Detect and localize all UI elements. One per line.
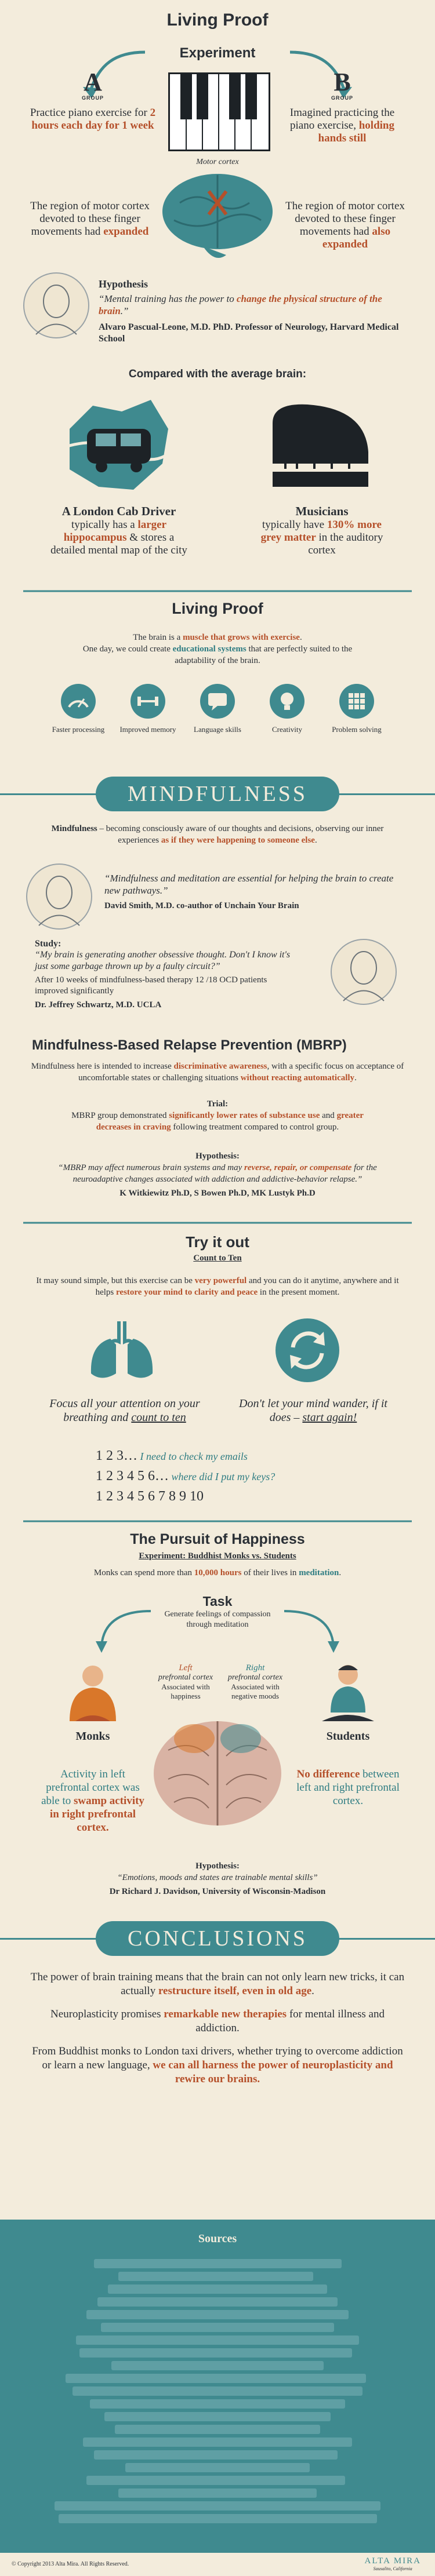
tryit-right-em: start again! [302, 1411, 357, 1424]
left-pfc-c: Associated with happiness [161, 1682, 210, 1700]
mbrp-hyp-em: reverse, repair, or compensate [244, 1163, 352, 1172]
puzzle-cube-icon [339, 684, 374, 719]
task-heading: Task [202, 1594, 233, 1609]
monk-icon [58, 1657, 128, 1727]
monks-result-em: swamp activity in right prefrontal cortex. [49, 1795, 144, 1834]
tryit-text2: and you can do it anytime, anywhere and it helps [95, 1276, 399, 1297]
mbrp-trial [64, 1098, 371, 1133]
motor-cortex-text: Motor cortex [196, 158, 239, 166]
lungs-icon [84, 1316, 160, 1385]
living2-line2-end: that are perfectly suited to the adaptability of the brain. [175, 644, 353, 665]
benefit-label: Improved memory [119, 725, 176, 734]
students-label-section [307, 1730, 389, 1743]
monks-result [41, 1768, 145, 1834]
hypothesis-1-author: Alvaro Pascual-Leone, M.D. PhD. Professor of Neurology, Harvard Medical School [99, 322, 399, 344]
tryit-em1: very powerful [194, 1276, 247, 1285]
source-entry [79, 2348, 352, 2358]
conclusions-p1-text: The power of brain training means that the brain can not only learn new tricks, it can actually [30, 1971, 405, 1997]
tryit-title: Try it out [186, 1233, 249, 1251]
person-portrait-icon [27, 865, 91, 928]
mindfulness-banner-text: MINDFULNESS [96, 777, 339, 811]
happiness-hyp-author: Dr Richard J. Davidson, University of Wisconsin-Madison [109, 1887, 326, 1896]
mindfulness-quote-author: David Smith, M.D. co-author of Unchain Your Brain [104, 901, 299, 910]
musician-text1: typically have [262, 519, 327, 531]
monks-label-section [52, 1730, 133, 1743]
living-proof-2-title-section [0, 600, 435, 618]
count-line-1-note: I need to check my emails [137, 1451, 248, 1462]
mbrp-hypothesis [41, 1150, 394, 1199]
mbrp-intro-em1: discriminative awareness [173, 1062, 267, 1071]
source-entry [111, 2361, 324, 2370]
source-entry [76, 2335, 359, 2345]
tryit-left-caption [41, 1397, 209, 1424]
source-entry [97, 2297, 338, 2307]
conclusions-p2-text: Neuroplasticity promises [50, 2008, 164, 2020]
tryit-text [35, 1275, 400, 1298]
person-portrait-icon [24, 274, 88, 337]
source-entry [101, 2323, 335, 2332]
mbrp-intro-em2: without reacting automatically [240, 1073, 355, 1083]
source-entry [115, 2425, 320, 2434]
happiness-hypothesis [41, 1860, 394, 1897]
living2-line2-em: educational systems [172, 644, 246, 654]
students-result-em: No difference [296, 1768, 360, 1780]
group-b-desc [278, 107, 406, 145]
group-a-desc [29, 107, 157, 132]
group-a-desc-em: 2 hours each day for 1 week [31, 107, 156, 132]
piano-keys-icon [170, 74, 269, 150]
cab-driver-title: A London Cab Driver [61, 504, 176, 518]
alta-mira-logo [364, 2556, 421, 2571]
tryit-text1: It may sound simple, but this exercise can be [36, 1276, 195, 1285]
source-entry [108, 2284, 327, 2294]
living2-line1-text: The brain is a [133, 633, 183, 642]
copyright-text: © Copyright 2013 Alta Mira. All Rights Reserved. [12, 2561, 129, 2567]
conclusions-banner-text: CONCLUSIONS [96, 1921, 339, 1956]
restart-cycle-icon [273, 1316, 342, 1385]
monks-label: Monks [75, 1730, 110, 1743]
dumbbell-icon [130, 684, 165, 719]
living2-line1-end: . [299, 633, 302, 642]
mindfulness-definition [46, 823, 389, 846]
cab-driver-text2: & stores a detailed mental map of the city [50, 531, 187, 556]
mbrp-hyp-end: for the neuroadaptive changes associated with addiction and addictive-behavior relapse.” [72, 1163, 377, 1184]
happiness-hyp-heading: Hypothesis: [195, 1861, 240, 1871]
conclusions-p3-text: From Buddhist monks to London taxi drivers, whether trying to overcome addiction or learn a new language, [32, 2045, 403, 2071]
brain-illustration [157, 168, 278, 267]
group-a-desc-text: Practice piano exercise for [30, 107, 150, 119]
lightbulb-icon [270, 684, 304, 719]
mbrp-intro [23, 1061, 412, 1084]
london-map-illustration [52, 394, 180, 498]
tryit-left-text: Focus all your attention on your breathing and [49, 1397, 200, 1424]
happiness-subtitle: Experiment: Buddhist Monks vs. Students [139, 1551, 296, 1561]
mbrp-trial-text1: MBRP group demonstrated [71, 1111, 169, 1120]
speech-bubble-icon [200, 684, 235, 719]
hypothesis-1-quote-em: change the physical structure of the brain [99, 293, 382, 316]
mbrp-intro-end: . [354, 1073, 357, 1083]
living2-line2-text: One day, we could create [82, 644, 173, 654]
sources-list [41, 2256, 394, 2523]
hypothesis-1 [99, 278, 412, 345]
sources-heading: Sources [198, 2232, 237, 2245]
right-pfc-b: prefrontal cortex [227, 1673, 283, 1682]
tryit-em2: restore your mind to clarity and peace [116, 1288, 258, 1297]
brand-location: Sausalito, California [373, 2566, 412, 2571]
hypothesis-1-quote [99, 293, 412, 317]
mindfulness-def-bold: Mindfulness [51, 824, 97, 833]
compare-heading-section [0, 368, 435, 381]
source-entry [59, 2514, 377, 2523]
study-quote: “My brain is generating another obsessive thought. Don't I know it's just some garbage thrown up by a faulty circuit?” [35, 950, 291, 971]
count-line-2: 1 2 3 4 5 6… [96, 1469, 169, 1484]
portrait-pascual-leone [23, 272, 89, 338]
conclusions-banner [0, 1921, 435, 1956]
group-b-letter: B [334, 68, 351, 96]
group-a-result-em: expanded [103, 225, 149, 238]
count-line-1: 1 2 3… [96, 1448, 137, 1463]
benefit-label: Language skills [194, 725, 241, 734]
source-entry [86, 2310, 348, 2319]
mbrp-title: Mindfulness-Based Relapse Prevention (MBRP) [32, 1037, 347, 1053]
musician-title: Musicians [295, 504, 349, 518]
living2-line1-em: muscle that grows with exercise [183, 633, 300, 642]
right-pfc-label [223, 1663, 287, 1701]
musician-fact [255, 504, 389, 557]
hypothesis-1-quote-text: “Mental training has the power to [99, 293, 237, 304]
ocd-study [35, 939, 302, 1010]
copyright-bar [0, 2553, 435, 2576]
mindfulness-def-text: – becoming consciously aware of our thoughts and decisions, observing our inner experiences [97, 824, 384, 845]
left-pfc-label [157, 1663, 215, 1701]
student-icon [313, 1657, 383, 1727]
person-portrait-icon [332, 940, 396, 1004]
mbrp-trial-heading: Trial: [206, 1099, 229, 1109]
portrait-jeffrey-schwartz [331, 939, 397, 1005]
hypothesis-1-heading: Hypothesis [99, 278, 148, 290]
living-proof-2-text [64, 632, 371, 666]
conclusions-p1-end: . [311, 1985, 314, 1997]
group-b-result-em: also expanded [322, 225, 391, 250]
happiness-line-text2: of their lives in [241, 1568, 299, 1577]
count-line-2-note: where did I put my keys? [169, 1471, 276, 1482]
conclusions-p3-em: we can all harness the power of neuroplasticity and rewire our brains. [153, 2059, 393, 2085]
left-pfc-b: prefrontal cortex [158, 1673, 213, 1682]
group-b-desc-text: Imagined practicing the piano exercise, [289, 107, 395, 132]
grand-piano-icon [273, 405, 368, 487]
right-pfc-c: Associated with negative moods [231, 1682, 280, 1700]
source-entry [55, 2501, 380, 2511]
source-entry [125, 2463, 309, 2472]
study-result: After 10 weeks of mindfulness-based therapy 12 /18 OCD patients improved significantly [35, 975, 267, 996]
group-b [278, 70, 406, 145]
tryit-left-em: count to ten [131, 1411, 186, 1424]
students-result-text: between left and right prefrontal cortex. [296, 1768, 400, 1807]
group-a-sub: GROUP [81, 95, 104, 101]
musician-em: 130% more grey matter [260, 519, 382, 544]
cab-driver-text1: typically has a [71, 519, 138, 531]
cab-driver-em: larger hippocampus [63, 519, 167, 544]
mindfulness-def-end: . [314, 836, 317, 845]
mbrp-intro-text: Mindfulness here is intended to increase [31, 1062, 174, 1071]
tryit-right-caption [232, 1397, 394, 1424]
compare-heading: Compared with the average brain: [128, 368, 307, 380]
source-entry [118, 2272, 313, 2281]
source-entry [94, 2259, 342, 2268]
brand-name: ALTA MIRA [364, 2556, 421, 2566]
conclusions-p1-em: restructure itself, even in old age [158, 1985, 312, 1997]
source-entry [72, 2386, 362, 2396]
happiness-hyp-quote: “Emotions, moods and states are trainable mental skills” [117, 1873, 318, 1882]
brain-top-view-illustration [145, 1715, 290, 1831]
source-entry [83, 2437, 352, 2447]
task-text: Generate feelings of compassion through meditation [164, 1610, 271, 1629]
benefit-label: Faster processing [52, 725, 105, 734]
mbrp-hyp-heading: Hypothesis: [195, 1152, 240, 1161]
portrait-david-smith [26, 863, 92, 930]
group-a [29, 70, 157, 132]
group-b-sub: GROUP [331, 95, 353, 101]
group-a-result-text: The region of motor cortex devoted to these finger movements had [30, 200, 150, 238]
page-title-section [0, 10, 435, 30]
experiment-label: Experiment [179, 45, 256, 61]
mbrp-hyp-author: K Witkiewitz Ph.D, S Bowen Ph.D, MK Lustyk Ph.D [119, 1189, 316, 1198]
mbrp-trial-text2: and [320, 1111, 337, 1120]
right-pfc-a: Right [245, 1663, 265, 1673]
mindfulness-def-em: as if they were happening to someone else [161, 836, 315, 845]
sources-footer [0, 2220, 435, 2576]
group-a-letter: A [84, 68, 102, 96]
monks-result-text: Activity in left prefrontal cortex was able to [41, 1768, 140, 1807]
mbrp-intro-mid: , with a specific focus on acceptance of uncomfortable states or challenging situations [78, 1062, 404, 1083]
cab-driver-fact [46, 504, 191, 557]
piano-illustration [261, 400, 377, 498]
happiness-line-end: . [339, 1568, 342, 1577]
group-a-result [23, 200, 157, 238]
group-b-desc-em: holding hands still [318, 119, 394, 144]
mbrp-hyp-text: “MBRP may affect numerous brain systems and may [58, 1163, 245, 1172]
students-result [296, 1768, 400, 1808]
happiness-line-text1: Monks can spend more than [93, 1568, 194, 1577]
conclusions-p2-end: for mental illness and addiction. [195, 2008, 385, 2034]
mindfulness-quote: “Mindfulness and meditation are essential for helping the brain to create new pathways.” [104, 873, 394, 896]
left-pfc-a: Left [179, 1663, 193, 1673]
count-line-3: 1 2 3 4 5 6 7 8 9 10 [96, 1489, 204, 1504]
divider [0, 580, 435, 597]
mbrp-trial-em2: greater decreases in craving [96, 1111, 364, 1132]
source-entry [86, 2476, 345, 2485]
counting-example [96, 1446, 374, 1506]
happiness-line-em2: meditation [299, 1568, 339, 1577]
group-b-result [278, 200, 412, 251]
musician-text2: in the auditory cortex [308, 531, 383, 556]
david-smith-quote [104, 872, 406, 911]
tryit-section-heading [0, 1233, 435, 1263]
mbrp-trial-em1: significantly lower rates of substance use [169, 1111, 320, 1120]
conclusions-text [29, 1970, 406, 2086]
divider [0, 1217, 435, 1229]
speed-gauge-icon [61, 684, 96, 719]
benefit-label: Problem solving [332, 725, 382, 734]
mindfulness-banner [0, 777, 435, 811]
happiness-heading-section [0, 1531, 435, 1579]
motor-cortex-label [162, 156, 273, 167]
students-label: Students [326, 1730, 370, 1743]
source-entry [118, 2488, 317, 2498]
source-entry [94, 2450, 338, 2460]
benefit-label: Creativity [272, 725, 302, 734]
mbrp-trial-text3: following treatment compared to control group. [171, 1123, 339, 1132]
piano-keys-illustration [168, 72, 270, 151]
hypothesis-1-quote-end: .” [120, 305, 129, 316]
tryit-right-text: Don't let your mind wander, if it does – [239, 1397, 387, 1424]
study-heading: Study: [35, 939, 61, 949]
living-proof-2-title: Living Proof [172, 600, 263, 617]
mbrp-title-section [32, 1037, 403, 1054]
conclusions-p2-em: remarkable new therapies [164, 2008, 287, 2020]
source-entry [66, 2374, 367, 2383]
task-arrows [70, 1605, 365, 1657]
tryit-subtitle: Count to Ten [193, 1254, 242, 1263]
tryit-text3: in the present moment. [258, 1288, 340, 1297]
divider [0, 1515, 435, 1527]
group-b-result-text: The region of motor cortex devoted to these finger movements had [285, 200, 405, 238]
source-entry [90, 2399, 345, 2409]
study-author: Dr. Jeffrey Schwartz, M.D. UCLA [35, 1000, 162, 1010]
source-entry [104, 2412, 331, 2421]
happiness-line-em: 10,000 hours [194, 1568, 242, 1577]
happiness-title: The Pursuit of Happiness [130, 1531, 305, 1547]
page-title: Living Proof [166, 10, 269, 30]
